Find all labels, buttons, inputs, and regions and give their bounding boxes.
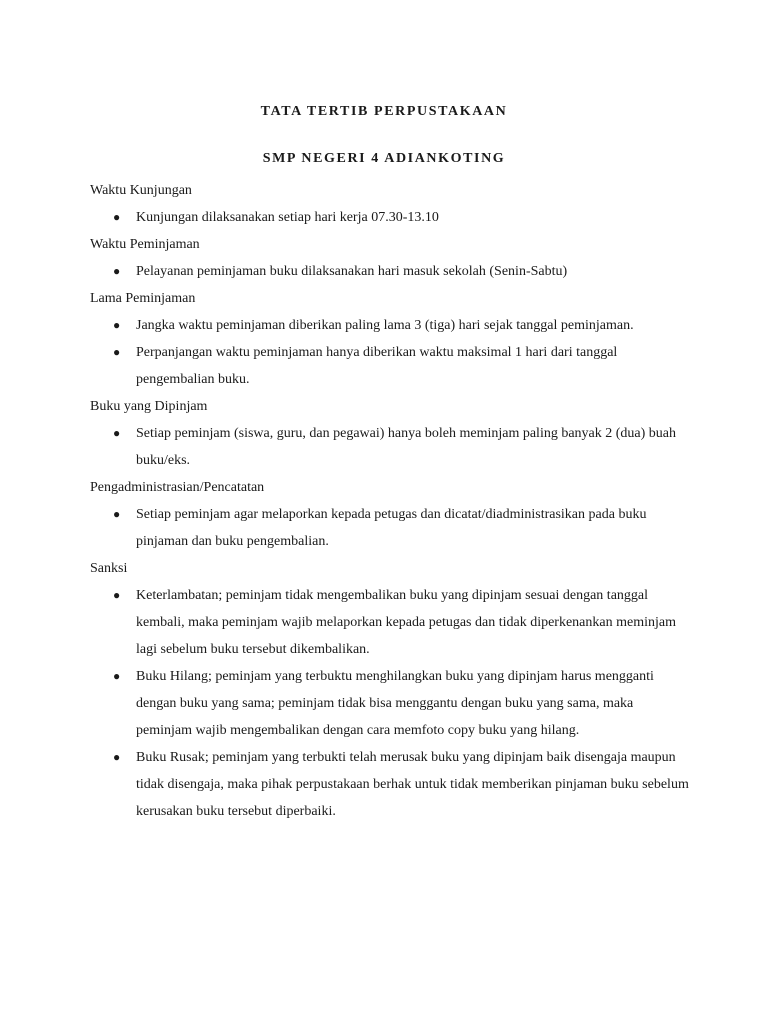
list-item-text: Buku Hilang; peminjam yang terbuktu menghilangkan buku yang dipinjam harus mengganti dengan buku yang sama; peminjam tidak bisa menggantu dengan buku yang sama, maka peminjam wajib mengembalikan dengan cara memfoto copy buku yang hilang.	[136, 669, 654, 738]
item-list	[90, 501, 690, 555]
section-waktu-kunjungan	[90, 177, 690, 231]
document-title: TATA TERTIB PERPUSTAKAAN	[260, 104, 508, 119]
bullet-icon: ●	[113, 426, 121, 440]
section-sanksi	[90, 555, 690, 825]
item-list	[90, 204, 690, 231]
section-lama-peminjaman	[90, 285, 690, 393]
bullet-icon: ●	[113, 210, 121, 224]
section-heading: Sanksi	[90, 561, 128, 576]
document-subtitle: SMP NEGERI 4 ADIANKOTING	[262, 151, 506, 166]
list-item	[90, 339, 690, 393]
list-item-text: Buku Rusak; peminjam yang terbukti telah merusak buku yang dipinjam baik disengaja maupun tidak disengaja, maka pihak perpustakaan berhak untuk tidak memberikan pinjaman buku sebelum kerusakan buku tersebut diperbaiki.	[136, 750, 689, 819]
list-item-text: Perpanjangan waktu peminjaman hanya diberikan waktu maksimal 1 hari dari tanggal pengembalian buku.	[136, 345, 618, 387]
section-heading: Buku yang Dipinjam	[90, 399, 208, 414]
list-item	[90, 744, 690, 825]
bullet-icon: ●	[113, 318, 121, 332]
list-item	[90, 501, 690, 555]
document-body	[90, 177, 690, 825]
item-list	[90, 582, 690, 825]
section-pengadministrasian	[90, 474, 690, 555]
section-heading: Waktu Peminjaman	[90, 237, 200, 252]
list-item	[90, 663, 690, 744]
section-heading: Lama Peminjaman	[90, 291, 196, 306]
list-item	[90, 204, 690, 231]
list-item-text: Setiap peminjam (siswa, guru, dan pegawai) hanya boleh meminjam paling banyak 2 (dua) buah buku/eks.	[136, 426, 677, 468]
list-item-text: Kunjungan dilaksanakan setiap hari kerja 07.30-13.10	[136, 210, 439, 225]
list-item	[90, 312, 690, 339]
list-item-text: Pelayanan peminjaman buku dilaksanakan hari masuk sekolah (Senin-Sabtu)	[136, 264, 568, 279]
item-list	[90, 258, 690, 285]
section-heading: Pengadministrasian/Pencatatan	[90, 480, 265, 495]
bullet-icon: ●	[113, 507, 121, 521]
list-item	[90, 582, 690, 663]
item-list	[90, 312, 690, 393]
bullet-icon: ●	[113, 669, 121, 683]
section-heading: Waktu Kunjungan	[90, 183, 192, 198]
section-buku-yang-dipinjam	[90, 393, 690, 474]
section-waktu-peminjaman	[90, 231, 690, 285]
list-item-text: Keterlambatan; peminjam tidak mengembalikan buku yang dipinjam sesuai dengan tanggal kembali, maka peminjam wajib melaporkan kepada petugas dan tidak diperkenankan meminjam lagi sebelum buku tersebut dikembalikan.	[136, 588, 676, 657]
bullet-icon: ●	[113, 588, 121, 602]
list-item-text: Setiap peminjam agar melaporkan kepada petugas dan dicatat/diadministrasikan pada buku pinjaman dan buku pengembalian.	[136, 507, 647, 549]
bullet-icon: ●	[113, 345, 121, 359]
bullet-icon: ●	[113, 264, 121, 278]
list-item-text: Jangka waktu peminjaman diberikan paling lama 3 (tiga) hari sejak tanggal peminjaman.	[136, 318, 634, 333]
list-item	[90, 258, 690, 285]
bullet-icon: ●	[113, 750, 121, 764]
item-list	[90, 420, 690, 474]
list-item	[90, 420, 690, 474]
